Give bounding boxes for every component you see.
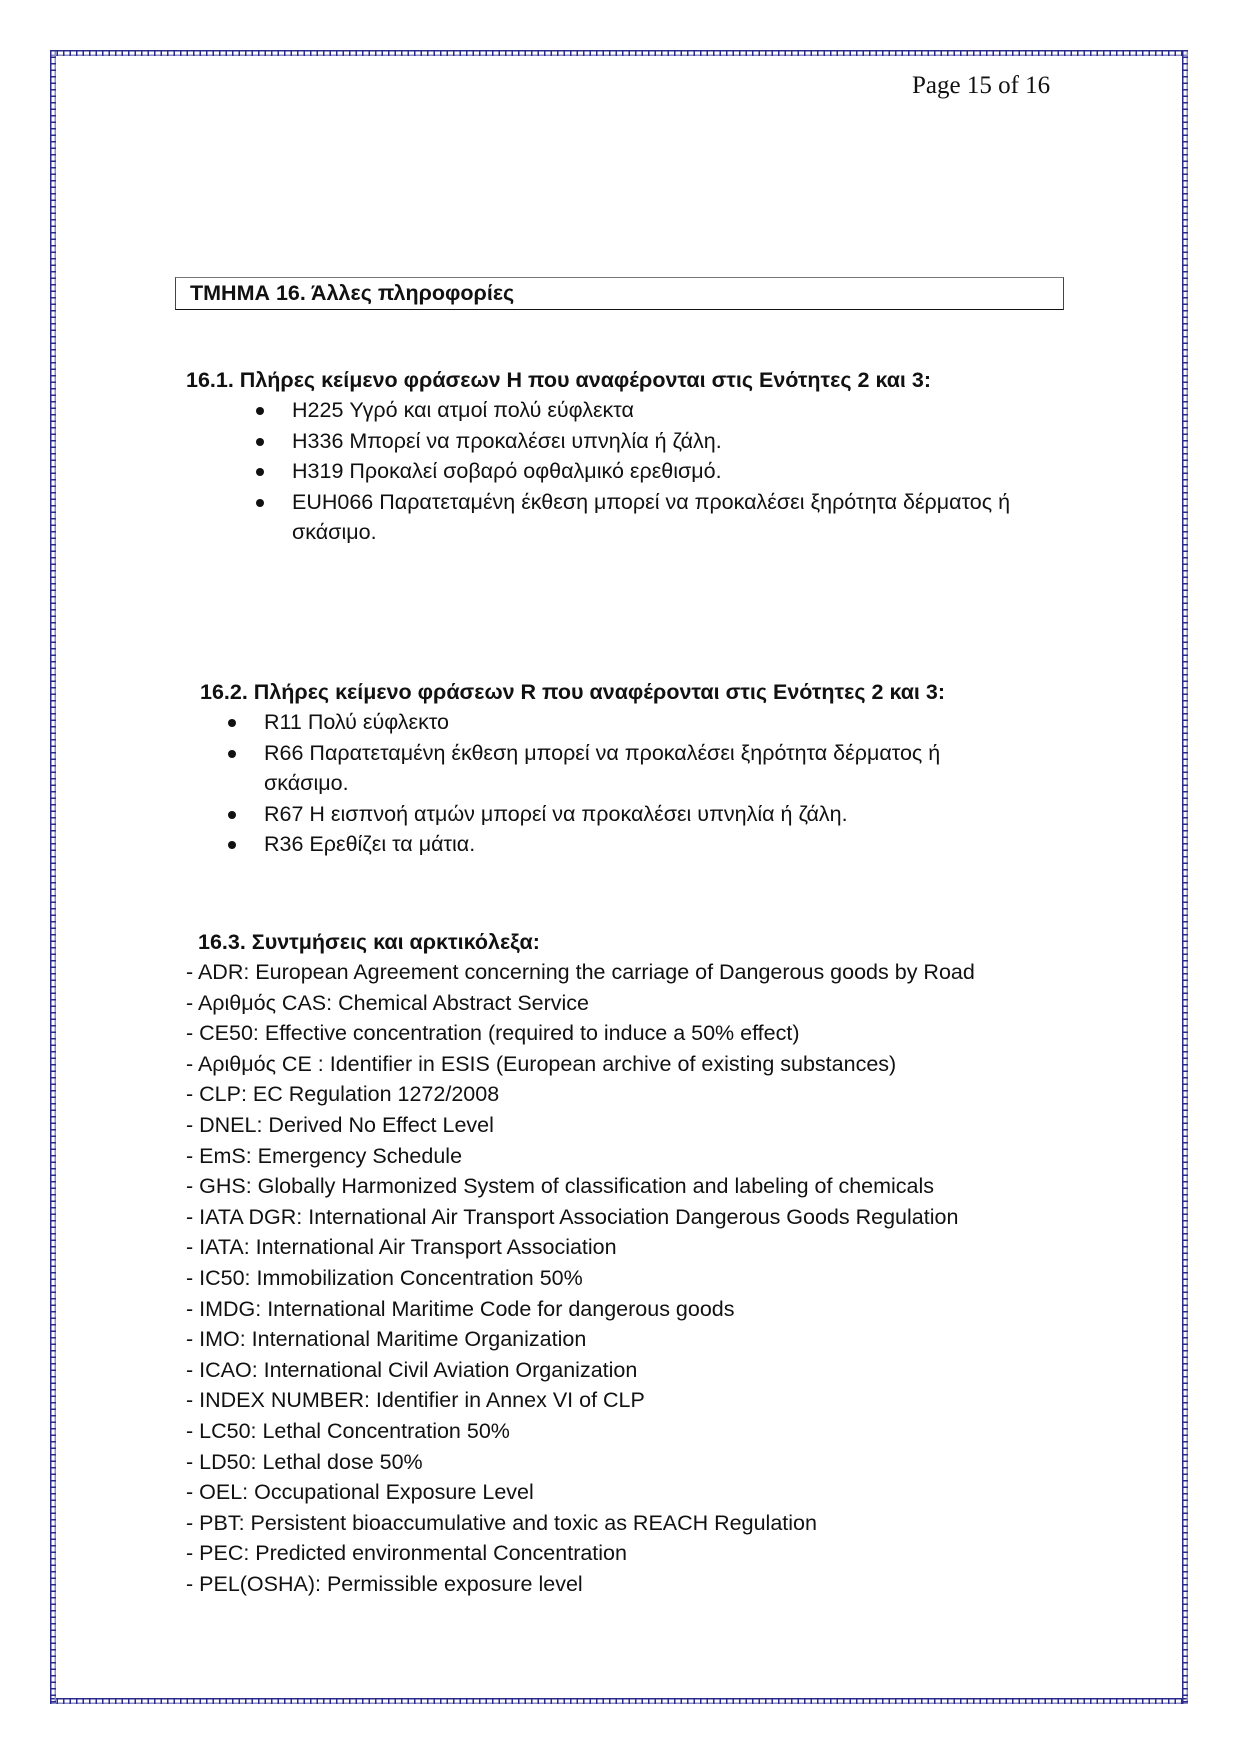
list-item: - DNEL: Derived No Effect Level xyxy=(186,1112,494,1137)
list-item xyxy=(256,395,1056,426)
h-phrase-text: EUH066 Παρατεταμένη έκθεση μπορεί να προκαλέσει ξηρότητα δέρματος ή σκάσιμο. xyxy=(292,489,1011,544)
list-item: - GHS: Globally Harmonized System of classification and labeling of chemicals xyxy=(186,1174,935,1199)
list-item xyxy=(256,487,1056,548)
page-border-right xyxy=(1182,50,1188,1704)
r-phrase-text: R36 Ερεθίζει τα μάτια. xyxy=(264,832,476,856)
list-item xyxy=(228,799,1028,830)
bullet-icon xyxy=(256,407,264,415)
list-item xyxy=(228,829,1028,860)
list-item xyxy=(228,707,1028,738)
list-item: - PEL(OSHA): Permissible exposure level xyxy=(186,1571,583,1596)
list-item: - LC50: Lethal Concentration 50% xyxy=(186,1418,510,1443)
list-item: - IATA: International Air Transport Association xyxy=(186,1235,617,1260)
list-item: - ADR: European Agreement concerning the carriage of Dangerous goods by Road xyxy=(186,960,975,984)
bullet-icon xyxy=(228,719,236,727)
h-phrases-heading: 16.1. Πλήρες κείμενο φράσεων H που αναφέρονται στις Ενότητες 2 και 3: xyxy=(186,368,931,392)
bullet-icon xyxy=(256,468,264,476)
list-item: - PBT: Persistent bioaccumulative and toxic as REACH Regulation xyxy=(186,1510,817,1535)
bullet-icon xyxy=(256,438,264,446)
page-border-left xyxy=(50,50,56,1704)
list-item: - IMDG: International Maritime Code for dangerous goods xyxy=(186,1296,735,1321)
list-item: - CLP: EC Regulation 1272/2008 xyxy=(186,1082,500,1107)
section-title: ΤΜΗΜΑ 16. Άλλες πληροφορίες xyxy=(175,277,1064,310)
list-item xyxy=(228,738,1028,799)
list-item: - ICAO: International Civil Aviation Organization xyxy=(186,1357,638,1382)
page-border-bottom xyxy=(50,1698,1188,1704)
r-phrase-text: R11 Πολύ εύφλεκτο xyxy=(264,710,449,734)
h-phrase-text: H319 Προκαλεί σοβαρό οφθαλμικό ερεθισμό. xyxy=(292,459,722,483)
list-item: - Αριθμός CAS: Chemical Abstract Service xyxy=(186,990,590,1015)
list-item: - Αριθμός CE : Identifier in ESIS (European archive of existing substances) xyxy=(186,1051,897,1076)
abbreviations-list xyxy=(186,957,975,1599)
bullet-icon xyxy=(256,499,264,507)
list-item xyxy=(256,426,1056,457)
h-phrase-text: H225 Υγρό και ατμοί πολύ εύφλεκτα xyxy=(292,398,634,422)
list-item: - LD50: Lethal dose 50% xyxy=(186,1449,423,1474)
list-item: - IC50: Immobilization Concentration 50% xyxy=(186,1265,583,1290)
list-item: - CE50: Effective concentration (required to induce a 50% effect) xyxy=(186,1021,800,1046)
bullet-icon xyxy=(228,841,236,849)
page-number: Page 15 of 16 xyxy=(912,72,1051,99)
abbreviations-heading: 16.3. Συντμήσεις και αρκτικόλεξα: xyxy=(198,930,540,954)
r-phrase-text: R67 Η εισπνοή ατμών μπορεί να προκαλέσει υπνηλία ή ζάλη. xyxy=(264,801,848,826)
r-phrases-list xyxy=(228,707,1028,860)
list-item: - INDEX NUMBER: Identifier in Annex VI of CLP xyxy=(186,1388,645,1413)
bullet-icon xyxy=(228,811,236,819)
r-phrase-text: R66 Παρατεταμένη έκθεση μπορεί να προκαλέσει ξηρότητα δέρματος ή σκάσιμο. xyxy=(264,740,941,795)
page-border-top xyxy=(50,50,1188,56)
list-item: - OEL: Occupational Exposure Level xyxy=(186,1480,534,1505)
bullet-icon xyxy=(228,750,236,758)
list-item: - IATA DGR: International Air Transport Association Dangerous Goods Regulation xyxy=(186,1204,959,1229)
h-phrases-list xyxy=(256,395,1056,548)
list-item: - EmS: Emergency Schedule xyxy=(186,1143,463,1168)
list-item: - IMO: International Maritime Organization xyxy=(186,1327,587,1352)
h-phrase-text: H336 Μπορεί να προκαλέσει υπνηλία ή ζάλη. xyxy=(292,428,722,453)
list-item xyxy=(256,456,1056,487)
r-phrases-heading: 16.2. Πλήρες κείμενο φράσεων R που αναφέρονται στις Ενότητες 2 και 3: xyxy=(200,680,945,704)
list-item: - PEC: Predicted environmental Concentration xyxy=(186,1541,627,1566)
